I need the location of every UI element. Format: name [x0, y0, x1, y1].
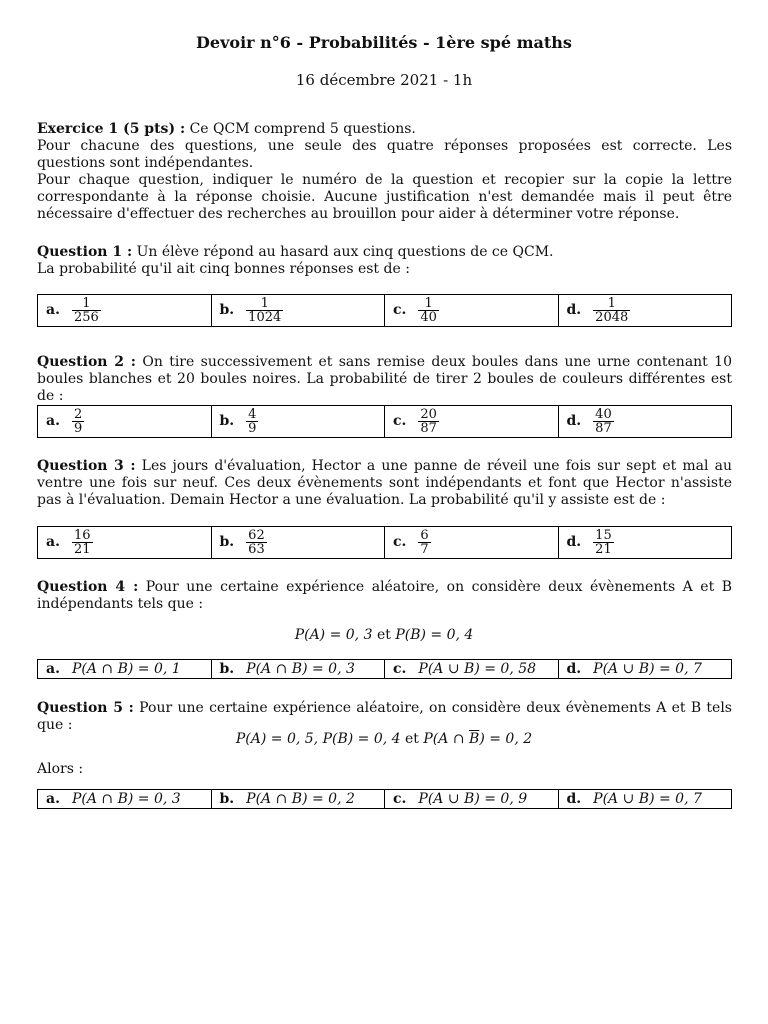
answer-3c: c. $\frac{6}{7}$: [385, 527, 559, 558]
question-3-answers: [37, 526, 732, 559]
question-2-text: On tire successivement et sans remise deux boules dans une urne contenant 10 boules blanches et 20 boules noires. La probabilité de tirer 2 boules de couleurs différentes est de :: [37, 354, 732, 404]
fraction: $\frac{6}{7}$: [420, 528, 429, 557]
answer-5b: b. P(A ∩ B) = 0, 2: [212, 790, 386, 808]
exercise-instructions-1: Pour chacune des questions, une seule des quatre réponses proposées est correcte. Les questions sont indépendantes.: [37, 138, 732, 171]
question-5-formula: P(A) = 0, 5, P(B) = 0, 4 et P(A ∩ $\overline{B}) = 0$, 2: [235, 731, 533, 747]
answer-5d: d. P(A ∪ B) = 0, 7: [566, 790, 702, 807]
question-4-formula: P(A) = 0, 3 et P(B) = 0, 4: [294, 627, 474, 643]
complement-b: $\overline{B}$: [469, 731, 480, 747]
question-1-text: Un élève répond au hasard aux cinq questions de ce QCM.: [136, 244, 554, 260]
answer-4d: d. P(A ∪ B) = 0, 7: [566, 660, 702, 677]
question-4: [37, 579, 732, 613]
exercise-instructions-2: Pour chaque question, indiquer le numéro de la question et recopier sur la copie la lettre correspondante à la réponse choisie. Aucune justification n'est demandée mais il peut être nécessaire d'effectuer des recherches au brouillon pour aider à déterminer votre réponse.: [37, 172, 732, 222]
question-1-label: Question 1 :: [37, 244, 133, 260]
answer-4a: a. P(A ∩ B) = 0, 1: [38, 660, 212, 678]
answer-2d: d. $\frac{40}{87}$: [566, 407, 612, 436]
question-5-alors: Alors :: [37, 761, 84, 777]
fraction: $\frac{40}{87}$: [595, 407, 612, 436]
answer-1b: b. $\frac{1}{1024}$: [212, 295, 386, 326]
fraction: $\frac{62}{63}$: [248, 528, 265, 557]
question-4-label: Question 4 :: [37, 579, 139, 595]
answer-2a: a. $\frac{2}{9}$: [38, 406, 212, 437]
answer-1a: a. $\frac{1}{256}$: [38, 295, 212, 326]
fraction: $\frac{1}{1024}$: [248, 296, 282, 325]
fraction: $\frac{15}{21}$: [595, 528, 612, 557]
fraction: $\frac{1}{2048}$: [595, 296, 629, 325]
question-4-answers: [37, 659, 732, 679]
fraction: $\frac{4}{9}$: [248, 407, 257, 436]
answer-3b: b. $\frac{62}{63}$: [212, 527, 386, 558]
question-1: [37, 244, 732, 278]
question-1-answers: [37, 294, 732, 327]
question-3: [37, 458, 732, 509]
exercise-intro: [37, 121, 732, 223]
question-5: [37, 700, 732, 734]
exercise-label: Exercice 1 (5 pts) :: [37, 121, 186, 137]
fraction: $\frac{16}{21}$: [73, 528, 91, 557]
answer-4b: b. P(A ∩ B) = 0, 3: [212, 660, 386, 678]
answer-5a: a. P(A ∩ B) = 0, 3: [38, 790, 212, 808]
page-title: Devoir n°6 - Probabilités - 1ère spé maths: [196, 33, 572, 52]
question-4-text: Pour une certaine expérience aléatoire, on considère deux évènements A et B indépendants tels que :: [37, 579, 732, 612]
answer-2c: c. $\frac{20}{87}$: [385, 406, 559, 437]
answer-1c: c. $\frac{1}{40}$: [385, 295, 559, 326]
fraction: $\frac{1}{256}$: [73, 296, 99, 325]
question-3-text: Les jours d'évaluation, Hector a une panne de réveil une fois sur sept et mal au ventre une fois sur neuf. Ces deux évènements sont indépendants et font que Hector n'assiste pas à l'évaluation. Demain Hector a une évaluation. La probabilité qu'il y assiste est de :: [37, 458, 732, 508]
page-date: 16 décembre 2021 - 1h: [295, 71, 473, 89]
exercise-intro-text: Ce QCM comprend 5 questions.: [189, 121, 416, 137]
fraction: $\frac{2}{9}$: [73, 407, 83, 436]
answer-4c: c. P(A ∪ B) = 0, 58: [385, 660, 559, 678]
answer-2b: b. $\frac{4}{9}$: [212, 406, 386, 437]
question-5-text: Pour une certaine expérience aléatoire, on considère deux évènements A et B tels que :: [37, 700, 732, 733]
question-3-label: Question 3 :: [37, 458, 136, 474]
answer-5c: c. P(A ∪ B) = 0, 9: [385, 790, 559, 808]
question-5-answers: [37, 789, 732, 809]
question-2-label: Question 2 :: [37, 354, 136, 370]
question-2-answers: [37, 405, 732, 438]
answer-1d: d. $\frac{1}{2048}$: [566, 296, 629, 325]
question-2: [37, 354, 732, 405]
fraction: $\frac{20}{87}$: [420, 407, 437, 436]
question-5-label: Question 5 :: [37, 700, 134, 716]
answer-3a: a. $\frac{16}{21}$: [38, 527, 212, 558]
question-1-text-2: La probabilité qu'il ait cinq bonnes réponses est de :: [37, 261, 410, 277]
fraction: $\frac{1}{40}$: [420, 296, 437, 325]
answer-3d: d. $\frac{15}{21}$: [566, 528, 612, 557]
